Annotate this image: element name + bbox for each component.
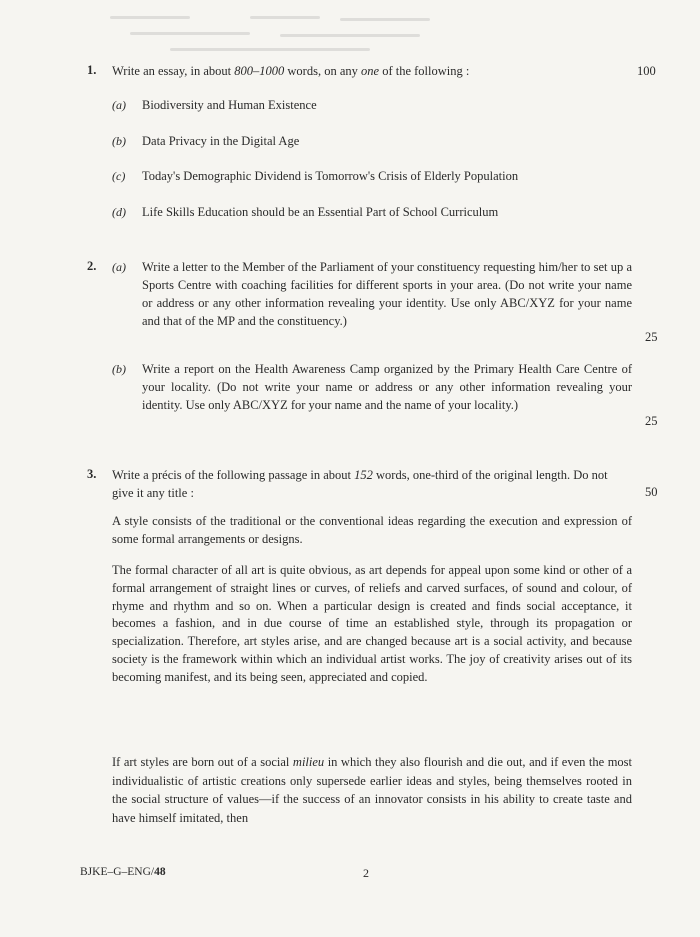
q2-part-a-text: Write a letter to the Member of the Parliament of your constituency requesting him/her to set up a Sports Centre with coaching facilities for different sports in your area. (Do not write your name or address or any other information revealing your identity. Use only ABC/XYZ for your name and that of the MP and the constituency.) [142,260,632,328]
question-2-number: 2. [87,259,97,273]
q2-part-b-label: (b) [112,362,126,376]
q1-option-text: Data Privacy in the Digital Age [142,134,300,148]
question-1-stem: Write an essay, in about 800–1000 words, on any one of the following : [112,64,470,78]
faded-header-bleedthrough [110,12,440,56]
q1-option-label: (b) [112,134,126,148]
q2-part-a-label: (a) [112,260,126,274]
q2-part-a-marks: 25 [645,330,658,344]
q1-option-text: Today's Demographic Dividend is Tomorrow's Crisis of Elderly Population [142,169,519,183]
q1-option-label: (d) [112,205,126,219]
question-1-marks: 100 [637,64,656,78]
q2-part-b-marks: 25 [645,414,658,428]
passage-paragraph-2: The formal character of all art is quite obvious, as art depends for appeal upon some kind or other of a formal arrangement of straight lines or curves, of reliefs and carved surfaces, of sound and colour, of rhyme and rhythm and so on. When a particular design is created and finds social acceptance, it becomes a fashion, and in due course of time an established style, through its propagation or specialization. Therefore, art styles arise, and are changed because art is a social activity, and because society is the framework within which an individual artist works. The joy of creativity arises out of its becoming manifest, and its being seen, appreciated and copied. [112,563,632,684]
question-3-number: 3. [87,467,97,481]
q2-part-b-text: Write a report on the Health Awareness Camp organized by the Primary Health Care Centre of your locality. (Do not write your name or address or any other information revealing your identity. Use only ABC/XYZ for your name and the name of your locality.) [142,362,632,412]
q1-option-label: (c) [112,169,126,183]
page-number: 2 [363,866,369,880]
paper-code: BJKE–G–ENG/48 [80,866,166,878]
passage-paragraph-1: A style consists of the traditional or the conventional ideas regarding the execution and expression of some formal arrangements or designs. [112,514,632,546]
passage-paragraph-3: If art styles are born out of a social milieu in which they also flourish and die out, and if even the most individualistic of artistic creations only supersede earlier ideas and styles, being themselves rooted in the social structure of values—if the success of an innovator consists in his ability to create taste and have himself imitated, then [112,755,633,825]
q1-option-text: Life Skills Education should be an Essential Part of School Curriculum [142,205,499,219]
q1-option-label: (a) [112,98,126,112]
q1-option-text: Biodiversity and Human Existence [142,98,317,112]
question-3-stem: Write a précis of the following passage in about 152 words, one-third of the original length. Do not give it any title : [112,468,608,500]
question-3-marks: 50 [645,485,658,499]
question-1-number: 1. [87,63,97,77]
